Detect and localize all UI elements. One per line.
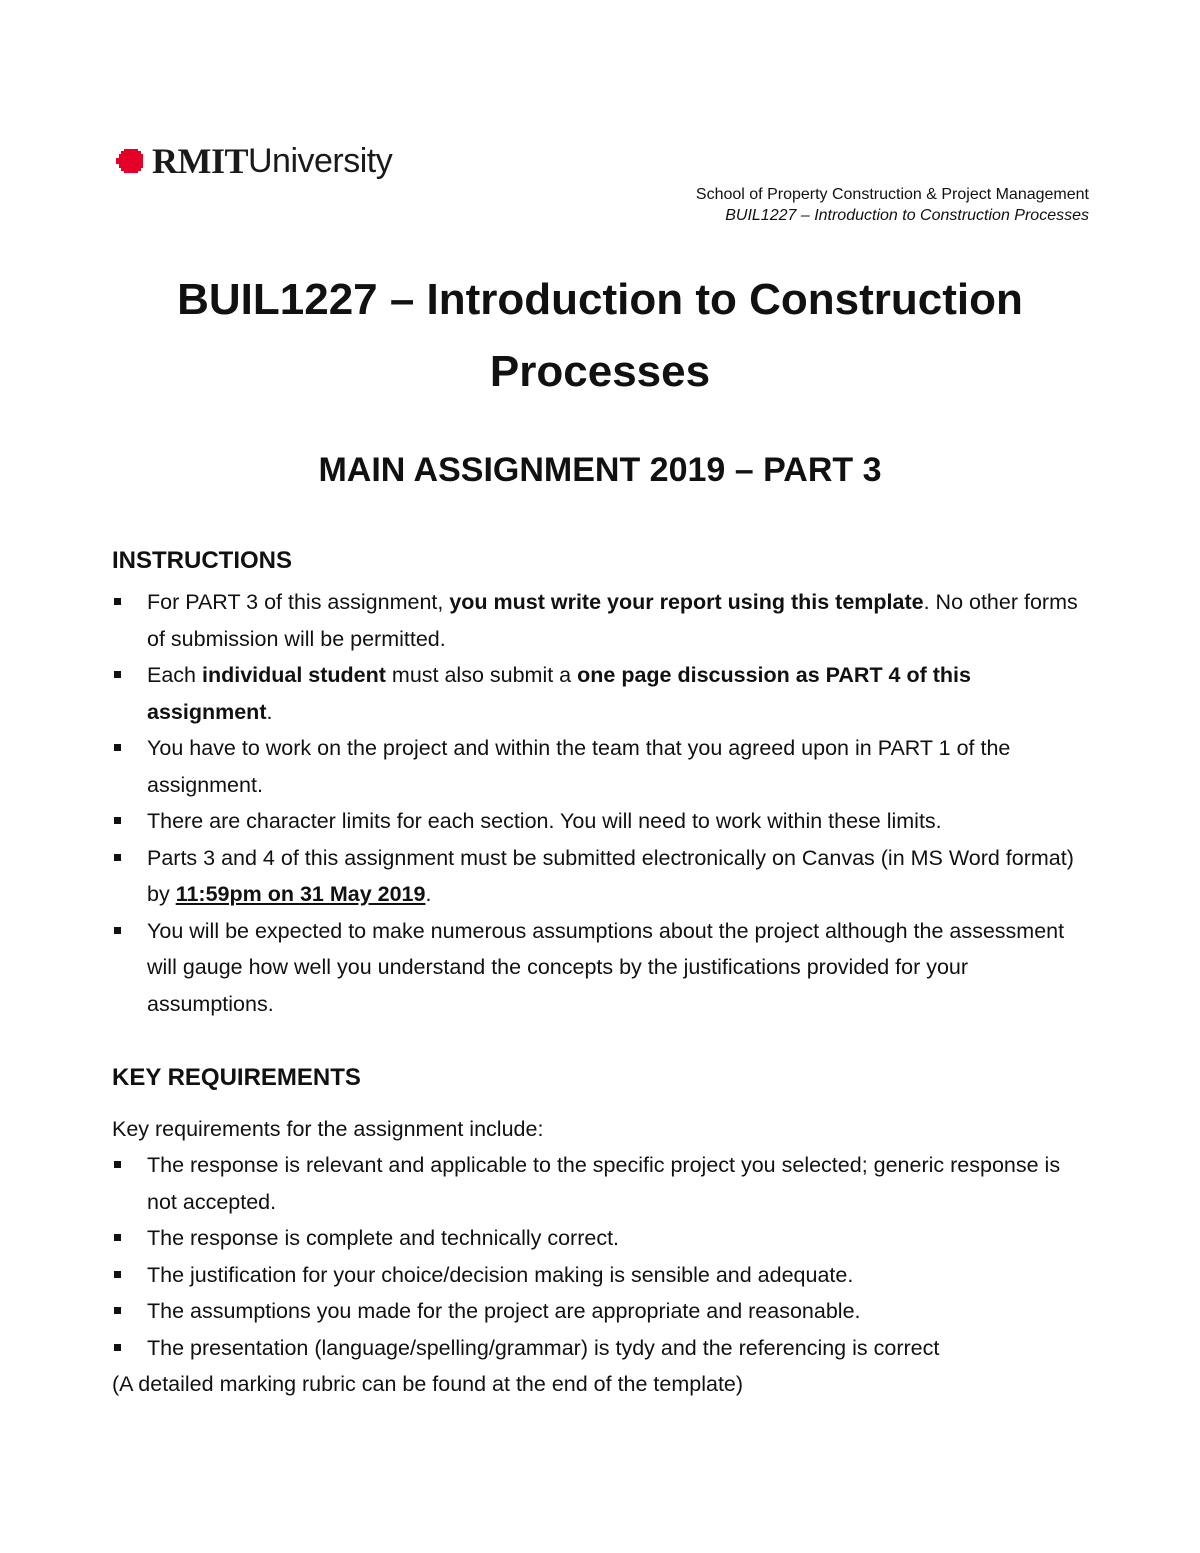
school-name: School of Property Construction & Project Management [695,186,1089,203]
rmit-pixel-logo-icon [116,146,146,176]
course-name: BUIL1227 – Introduction to Construction Processes [725,207,1089,224]
bullet-icon [114,1234,121,1241]
page-subtitle: MAIN ASSIGNMENT 2019 – PART 3 [318,451,882,489]
list-item: The presentation (language/spelling/grammar) is tydy and the referencing is correct [112,1330,1092,1367]
bullet-icon [114,1271,121,1278]
logo-rmit-text: RMIT [152,141,248,181]
deadline-text: 11:59pm on 31 May 2019 [175,882,426,906]
key-requirements-heading: KEY REQUIREMENTS [112,1064,361,1091]
emphasis-text: you must write your report using this template [449,590,924,614]
list-item: For PART 3 of this assignment, you must write your report using this template. No other forms of submission will be permitted. [112,584,1092,657]
instructions-list [112,584,1092,1022]
bullet-icon [114,854,121,861]
list-item: Each individual student must also submit a one page discussion as PART 4 of this assignment. [112,657,1092,730]
list-item: The assumptions you made for the project are appropriate and reasonable. [112,1293,1092,1330]
bullet-icon [114,671,121,678]
page-title [100,264,1100,408]
document-header [696,184,1089,226]
list-item: There are character limits for each section. You will need to work within these limits. [112,803,1092,840]
emphasis-text: individual student [201,663,386,687]
emphasis-text: one page discussion as PART 4 of this assignment [147,663,971,724]
logo-university-text: University [248,142,393,180]
list-item: You will be expected to make numerous assumptions about the project although the assessment will gauge how well you understand the concepts by the justifications provided for your assumptions. [112,913,1092,1023]
title-line-1: BUIL1227 – Introduction to Construction [177,275,1023,324]
bullet-icon [114,598,121,605]
bullet-icon [114,817,121,824]
bullet-icon [114,1344,121,1351]
bullet-icon [114,1307,121,1314]
list-item: You have to work on the project and within the team that you agreed upon in PART 1 of the assignment. [112,730,1092,803]
bullet-icon [114,744,121,751]
rmit-logo [116,140,392,182]
list-item: Parts 3 and 4 of this assignment must be submitted electronically on Canvas (in MS Word format) by 11:59pm on 31 May 2019. [112,840,1092,913]
bullet-icon [114,1161,121,1168]
key-requirements-list [112,1147,1092,1366]
instructions-heading: INSTRUCTIONS [112,547,292,574]
title-line-2: Processes [489,347,711,396]
bullet-icon [114,927,121,934]
key-requirements-lead: Key requirements for the assignment include: [112,1117,544,1141]
rubric-note: (A detailed marking rubric can be found at the end of the template) [112,1372,744,1396]
list-item: The response is relevant and applicable to the specific project you selected; generic response is not accepted. [112,1147,1092,1220]
list-item: The justification for your choice/decision making is sensible and adequate. [112,1257,1092,1294]
list-item: The response is complete and technically correct. [112,1220,1092,1257]
